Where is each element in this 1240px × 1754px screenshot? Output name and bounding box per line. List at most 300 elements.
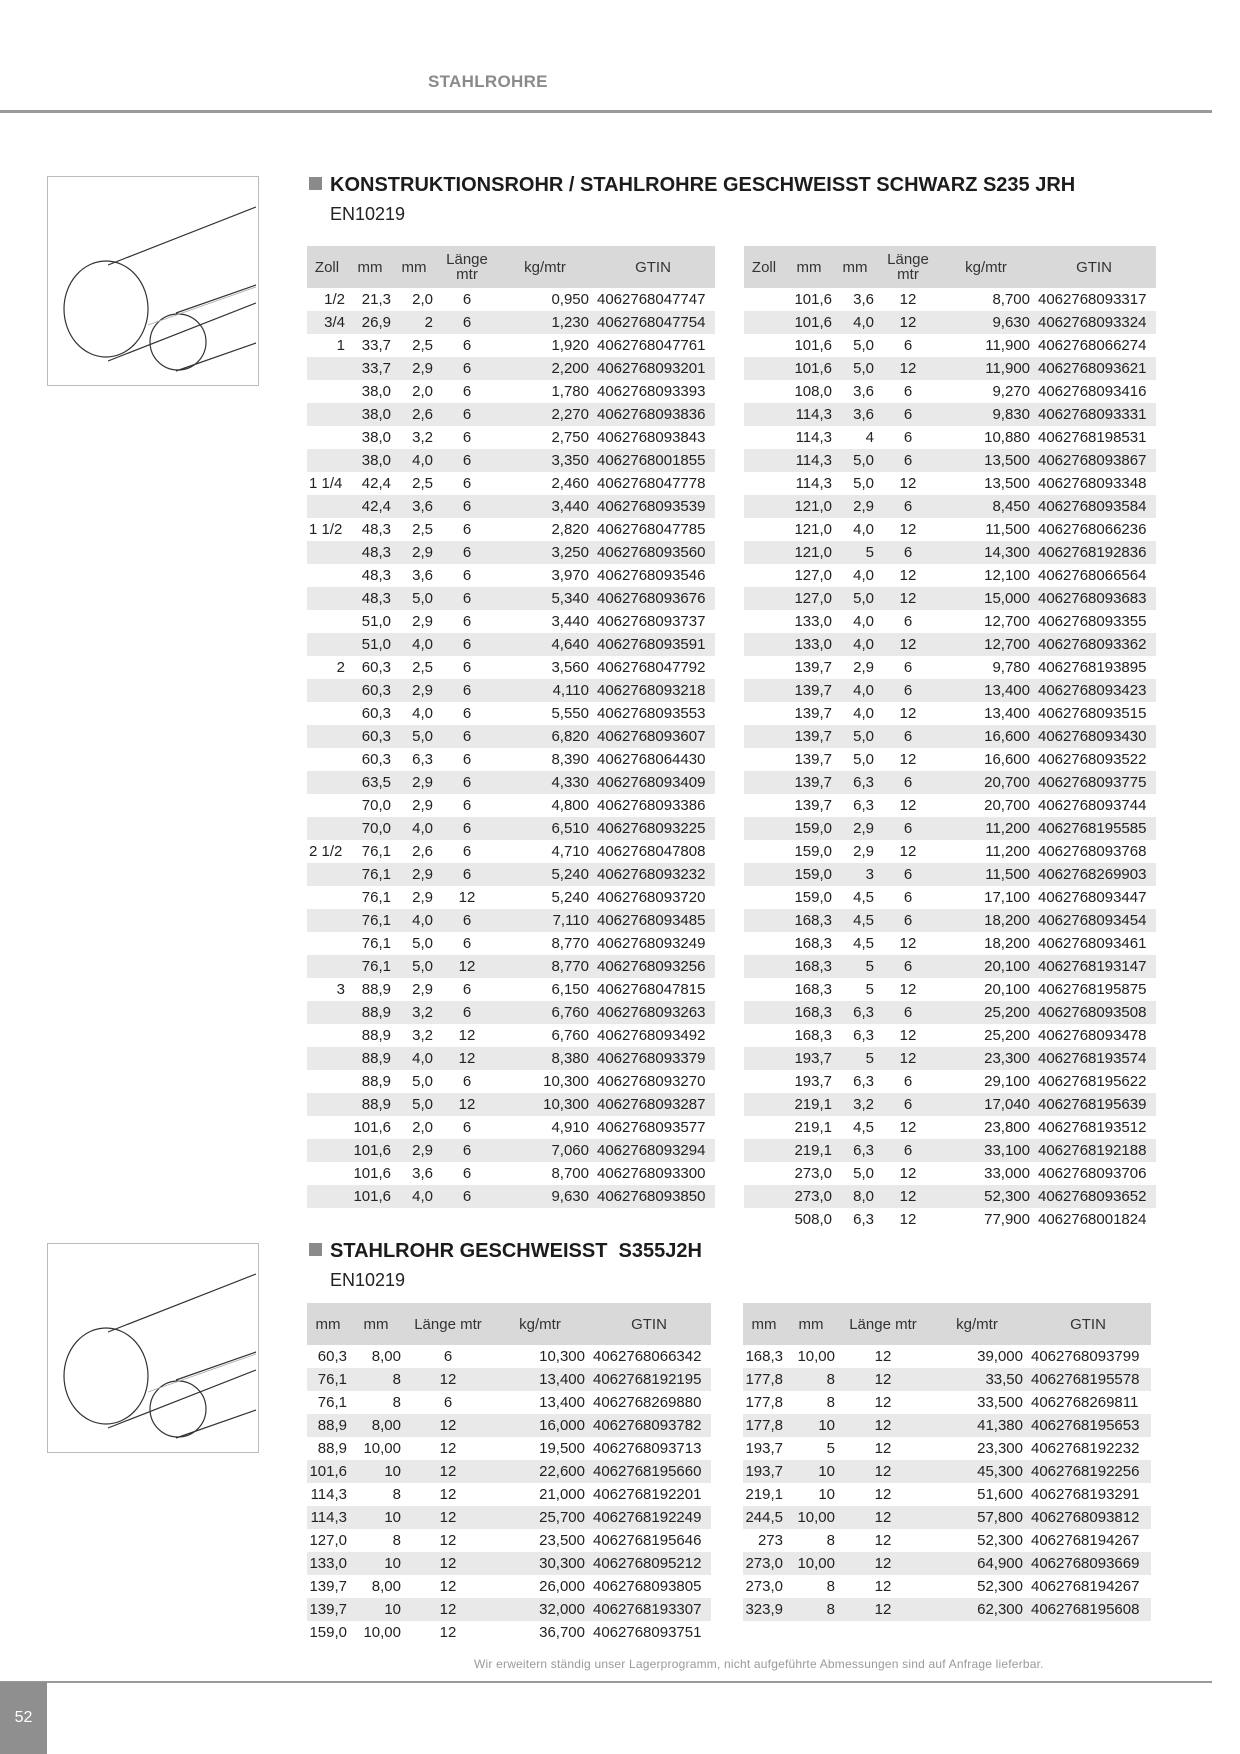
table-cell: 4062768093423 [1032, 679, 1156, 702]
table-cell: 6 [462, 935, 472, 952]
table-cell: 4062768193895 [1038, 659, 1147, 676]
table-cell: 88,9 [361, 981, 391, 998]
table-cell: 48,3 [361, 521, 391, 538]
table-row [743, 1483, 1151, 1506]
table-cell: 4,0 [853, 705, 874, 722]
section-2-table-left [307, 1303, 711, 1644]
table-cell: 4062768093720 [597, 889, 706, 906]
table-cell: 6 [903, 383, 913, 400]
table-cell: 8 [392, 1394, 401, 1411]
table-cell: 101,6 [794, 337, 832, 354]
table-cell: 6 [876, 725, 940, 748]
table-cell: 6 [462, 291, 472, 308]
table-cell: 12 [439, 1532, 457, 1549]
table-cell: 10,880 [984, 429, 1030, 446]
section-2-standard: EN10219 [330, 1270, 406, 1290]
table-cell [307, 449, 347, 472]
table-cell: 12 [837, 1460, 929, 1483]
table-cell: 4062768192256 [1025, 1460, 1151, 1483]
table-row [307, 679, 715, 702]
table-row [307, 472, 715, 495]
table-cell: 219,1 [784, 1093, 834, 1116]
table-cell [744, 679, 784, 702]
table-cell: 4,110 [499, 679, 591, 702]
table-cell: 139,7 [794, 751, 832, 768]
table-cell [744, 380, 784, 403]
table-cell: 6 [876, 771, 940, 794]
table-cell: 5,0 [412, 935, 433, 952]
table-cell: 168,3 [794, 1027, 832, 1044]
table-cell [307, 748, 347, 771]
table-cell: 6,3 [834, 1001, 876, 1024]
table-row [307, 403, 715, 426]
table-cell: 3 [336, 981, 345, 998]
table-row [307, 1460, 711, 1483]
table-cell: 12 [439, 1624, 457, 1641]
table-row [307, 1162, 715, 1185]
table-row [744, 1093, 1156, 1116]
table-cell: 4062768093232 [591, 863, 715, 886]
table-cell: 5,0 [393, 725, 435, 748]
table-row [307, 1070, 715, 1093]
table-cell: 4062768093300 [597, 1165, 706, 1182]
table-cell: 10,00 [363, 1440, 401, 1457]
table-cell: 6 [876, 449, 940, 472]
table-cell: 4062768093218 [591, 679, 715, 702]
table-cell: 4062768093867 [1032, 449, 1156, 472]
table-row [744, 771, 1156, 794]
table-cell: 2,9 [853, 843, 874, 860]
table-row [307, 541, 715, 564]
table-cell: 62,300 [929, 1598, 1025, 1621]
table-cell: 4062768066274 [1038, 337, 1147, 354]
table-cell: 4062768047761 [597, 337, 706, 354]
table-cell: 5,0 [834, 587, 876, 610]
header-divider [0, 110, 1212, 113]
table-cell: 4062768093379 [591, 1047, 715, 1070]
table-cell: 1/2 [324, 291, 345, 308]
table-cell: 4062768093492 [597, 1027, 706, 1044]
table-cell: 13,400 [539, 1394, 585, 1411]
table-cell: 4062768093416 [1038, 383, 1147, 400]
table-cell: 52,300 [977, 1578, 1023, 1595]
table-cell: 4062768093768 [1038, 843, 1147, 860]
table-cell: 6 [462, 521, 472, 538]
table-cell [744, 1001, 784, 1024]
table-cell: 5,0 [853, 337, 874, 354]
table-cell: 8 [392, 1486, 401, 1503]
section-2-title: STAHLROHR GESCHWEISST S355J2H [309, 1240, 702, 1263]
table-cell: 12 [899, 1211, 917, 1228]
table-cell: 4062768066564 [1038, 567, 1147, 584]
table-cell: 77,900 [984, 1211, 1030, 1228]
table-cell: 4062768093591 [591, 633, 715, 656]
table-cell: 6 [435, 403, 499, 426]
table-row [744, 564, 1156, 587]
table-row [744, 357, 1156, 380]
table-cell [744, 334, 784, 357]
table-cell: 4062768047747 [597, 291, 706, 308]
table-cell: 5,0 [412, 1073, 433, 1090]
table-cell: 3,2 [412, 429, 433, 446]
table-cell [307, 633, 347, 656]
table-cell: 12 [837, 1552, 929, 1575]
table-cell: 6 [903, 659, 913, 676]
table-cell [307, 1047, 347, 1070]
table-cell: 4062768198531 [1038, 429, 1147, 446]
table-cell: 12,100 [984, 567, 1030, 584]
table-cell: 4062768093317 [1038, 291, 1147, 308]
table-cell: 8 [349, 1368, 403, 1391]
table-cell: 4062768093225 [591, 817, 715, 840]
table-cell: 88,9 [347, 1093, 393, 1116]
table-cell: 5 [834, 541, 876, 564]
table-cell: 6 [435, 679, 499, 702]
table-row [744, 1070, 1156, 1093]
table-cell: 6 [876, 1139, 940, 1162]
table-row [743, 1506, 1151, 1529]
table-cell: 159,0 [784, 817, 834, 840]
table-row [744, 426, 1156, 449]
table-cell: 1 [336, 337, 345, 354]
table-cell: 76,1 [347, 863, 393, 886]
table-cell: 193,7 [745, 1440, 783, 1457]
table-cell [744, 357, 784, 380]
table-row [307, 1483, 711, 1506]
table-cell [307, 610, 347, 633]
table-cell: 4062768093577 [597, 1119, 706, 1136]
table-cell: 159,0 [794, 843, 832, 860]
column-header: Länge mtr [435, 246, 499, 288]
table-cell: 1,780 [551, 383, 589, 400]
table-cell: 42,4 [347, 495, 393, 518]
table-cell: 4062768195660 [587, 1460, 711, 1483]
section-marker-icon [309, 177, 322, 190]
table-cell: 4062768093850 [591, 1185, 715, 1208]
table-cell: 6 [435, 495, 499, 518]
table-cell: 6,3 [412, 751, 433, 768]
table-cell: 4062768093782 [587, 1414, 711, 1437]
table-cell: 60,3 [361, 659, 391, 676]
table-cell: 139,7 [307, 1598, 349, 1621]
table-cell: 4062768269903 [1032, 863, 1156, 886]
table-cell: 45,300 [929, 1460, 1025, 1483]
table-row [307, 357, 715, 380]
table-cell: 4062768093812 [1025, 1506, 1151, 1529]
table-cell: 8 [785, 1598, 837, 1621]
table-cell: 88,9 [347, 1047, 393, 1070]
table-cell: 38,0 [347, 403, 393, 426]
table-cell: 139,7 [784, 771, 834, 794]
table-cell: 12 [899, 567, 917, 584]
table-cell: 4062768192201 [593, 1486, 702, 1503]
table-cell: 6 [903, 1073, 913, 1090]
table-cell [744, 610, 784, 633]
table-cell: 12 [899, 291, 917, 308]
table-cell: 8,00 [371, 1578, 401, 1595]
table-cell: 8,770 [499, 955, 591, 978]
table-cell: 5,0 [393, 587, 435, 610]
table-cell: 6,3 [834, 771, 876, 794]
footer-divider [0, 1681, 1212, 1683]
table-cell: 12 [899, 521, 917, 538]
table-row [307, 633, 715, 656]
table-cell: 4,710 [551, 843, 589, 860]
table-cell: 6 [435, 1001, 499, 1024]
table-row [744, 1024, 1156, 1047]
table-cell: 33,7 [347, 357, 393, 380]
table-row [307, 840, 715, 863]
table-cell: 88,9 [361, 1073, 391, 1090]
table-cell: 2,200 [499, 357, 591, 380]
table-cell: 76,1 [361, 889, 391, 906]
table-cell: 4,0 [393, 909, 435, 932]
table-cell: 4062768093348 [1038, 475, 1147, 492]
table-row [307, 1368, 711, 1391]
table-cell: 6 [462, 337, 472, 354]
table-cell: 7,110 [499, 909, 591, 932]
table-cell: 33,50 [929, 1368, 1025, 1391]
table-cell: 10,300 [499, 1093, 591, 1116]
table-cell: 51,0 [347, 633, 393, 656]
table-cell: 6 [462, 429, 472, 446]
table-cell: 4062768192836 [1032, 541, 1156, 564]
section-1-table-left [307, 246, 715, 1208]
table-cell: 21,000 [539, 1486, 585, 1503]
table-row [744, 288, 1156, 311]
table-cell: 30,300 [493, 1552, 587, 1575]
table-cell: 26,9 [347, 311, 393, 334]
table-cell: 4,0 [393, 1185, 435, 1208]
pipe-drawing-icon [48, 1244, 258, 1452]
table-cell: 6 [435, 909, 499, 932]
table-cell: 5,240 [499, 863, 591, 886]
table-cell: 33,100 [940, 1139, 1032, 1162]
table-cell: 4062768093201 [591, 357, 715, 380]
table-cell [307, 817, 347, 840]
table-cell: 193,7 [794, 1073, 832, 1090]
table-cell: 25,200 [984, 1027, 1030, 1044]
column-header: kg/mtr [929, 1303, 1025, 1345]
table-cell: 4062768093652 [1032, 1185, 1156, 1208]
table-row [744, 840, 1156, 863]
table-cell [744, 311, 784, 334]
table-cell: 177,8 [743, 1414, 785, 1437]
table-cell: 4062768047785 [597, 521, 706, 538]
table-cell [744, 1070, 784, 1093]
table-row [307, 725, 715, 748]
table-cell: 4062768095212 [587, 1552, 711, 1575]
table-cell: 48,3 [361, 567, 391, 584]
table-cell [307, 909, 347, 932]
table-header-row [307, 1303, 711, 1345]
table-cell: 0,950 [551, 291, 589, 308]
table-row [307, 1139, 715, 1162]
table-cell [744, 426, 784, 449]
column-header: kg/mtr [493, 1303, 587, 1345]
table-cell: 12 [837, 1598, 929, 1621]
table-cell: 168,3 [784, 1001, 834, 1024]
table-cell: 76,1 [361, 843, 391, 860]
table-cell: 2,9 [412, 797, 433, 814]
table-cell [307, 1162, 347, 1185]
table-cell: 4,0 [393, 449, 435, 472]
section-1-standard: EN10219 [330, 204, 406, 224]
table-cell: 6 [435, 449, 499, 472]
table-cell: 12 [403, 1552, 493, 1575]
table-row [307, 495, 715, 518]
column-header: kg/mtr [940, 246, 1032, 288]
table-cell: 10 [349, 1460, 403, 1483]
table-cell: 4062768093546 [597, 567, 706, 584]
table-cell: 4062768093676 [591, 587, 715, 610]
table-cell: 133,0 [784, 633, 834, 656]
column-header: Zoll [307, 246, 347, 288]
table-cell: 114,3 [310, 1486, 347, 1503]
table-cell: 70,0 [361, 797, 391, 814]
table-cell [307, 771, 347, 794]
table-cell: 4062768093737 [597, 613, 706, 630]
table-cell: 4,0 [834, 633, 876, 656]
table-row [743, 1437, 1151, 1460]
table-cell: 33,7 [361, 337, 391, 354]
table-cell: 5 [834, 955, 876, 978]
table-row [307, 1116, 715, 1139]
table-row [307, 771, 715, 794]
table-cell: 6 [435, 541, 499, 564]
table-cell: 4062768192188 [1032, 1139, 1156, 1162]
table-cell: 4062768093393 [597, 383, 706, 400]
table-cell: 133,0 [794, 613, 832, 630]
table-cell: 88,9 [307, 1414, 349, 1437]
table-cell: 4062768047754 [591, 311, 715, 334]
table-cell: 41,380 [929, 1414, 1025, 1437]
table-cell [744, 702, 784, 725]
table-cell: 76,1 [361, 935, 391, 952]
table-cell: 101,6 [307, 1460, 349, 1483]
table-cell: 139,7 [784, 679, 834, 702]
table-cell: 12 [874, 1486, 892, 1503]
table-row [307, 1185, 715, 1208]
table-cell: 127,0 [309, 1532, 347, 1549]
table-cell: 4062768093454 [1032, 909, 1156, 932]
table-cell: 3,440 [499, 495, 591, 518]
table-row [744, 725, 1156, 748]
table-cell: 60,3 [347, 679, 393, 702]
table-row [307, 932, 715, 955]
table-cell: 4,910 [551, 1119, 589, 1136]
table-cell: 5 [865, 981, 874, 998]
table-cell: 10,00 [797, 1348, 835, 1365]
table-row [744, 1116, 1156, 1139]
table-row [744, 1185, 1156, 1208]
table-cell: 13,400 [940, 679, 1032, 702]
column-header: mm [347, 246, 393, 288]
table-header-row [744, 246, 1156, 288]
table-cell: 20,700 [984, 797, 1030, 814]
table-cell: 2,9 [393, 679, 435, 702]
table-cell: 6,3 [853, 797, 874, 814]
table-cell: 2,9 [393, 771, 435, 794]
table-cell: 6 [876, 909, 940, 932]
table-cell [307, 863, 347, 886]
table-cell: 10 [785, 1414, 837, 1437]
table-cell: 4062768195653 [1025, 1414, 1151, 1437]
table-cell: 33,000 [984, 1165, 1030, 1182]
table-cell: 12 [899, 981, 917, 998]
table-cell: 6 [462, 659, 472, 676]
table-cell: 9,780 [992, 659, 1030, 676]
table-cell: 4,0 [393, 633, 435, 656]
table-cell: 4062768195585 [1032, 817, 1156, 840]
table-cell: 3,350 [499, 449, 591, 472]
table-cell [307, 495, 347, 518]
table-cell: 1 1/4 [309, 475, 343, 492]
table-cell: 12 [837, 1414, 929, 1437]
table-cell: 3,2 [834, 1093, 876, 1116]
table-cell: 12 [899, 935, 917, 952]
table-cell: 4062768195875 [1038, 981, 1147, 998]
table-cell: 127,0 [794, 567, 832, 584]
table-row [307, 886, 715, 909]
table-cell [307, 725, 347, 748]
table-cell: 4062768093669 [1025, 1552, 1151, 1575]
table-cell: 101,6 [794, 291, 832, 308]
table-cell: 11,200 [985, 843, 1030, 860]
table-cell: 2,9 [834, 817, 876, 840]
table-cell: 3 [834, 863, 876, 886]
table-cell: 6 [462, 751, 472, 768]
table-row [744, 334, 1156, 357]
table-cell: 4062768269880 [593, 1394, 702, 1411]
table-cell: 6 [435, 725, 499, 748]
table-cell [307, 794, 347, 817]
table-row [744, 633, 1156, 656]
table-row [744, 587, 1156, 610]
table-cell: 5,0 [393, 955, 435, 978]
table-cell: 177,8 [743, 1368, 785, 1391]
table-row [307, 449, 715, 472]
table-cell: 6 [462, 1165, 472, 1182]
table-cell: 2,820 [551, 521, 589, 538]
table-cell: 12,700 [984, 613, 1030, 630]
table-cell: 2,9 [853, 659, 874, 676]
table-cell: 3,2 [393, 1001, 435, 1024]
table-row [307, 817, 715, 840]
table-cell: 76,1 [347, 955, 393, 978]
table-cell: 159,0 [309, 1624, 347, 1641]
table-row [307, 1391, 711, 1414]
table-row [307, 334, 715, 357]
table-row [307, 426, 715, 449]
table-cell: 9,830 [940, 403, 1032, 426]
table-row [307, 1506, 711, 1529]
table-row [744, 748, 1156, 771]
table-cell: 12 [439, 1578, 457, 1595]
table-row [744, 702, 1156, 725]
table-cell: 23,500 [539, 1532, 585, 1549]
table-cell: 114,3 [784, 449, 834, 472]
table-cell: 4,330 [499, 771, 591, 794]
table-cell: 6 [462, 613, 472, 630]
table-cell: 6,150 [551, 981, 589, 998]
table-cell: 168,3 [794, 935, 832, 952]
table-cell: 48,3 [347, 541, 393, 564]
table-cell: 4062768047815 [597, 981, 706, 998]
table-cell: 5,240 [551, 889, 589, 906]
table-cell [744, 541, 784, 564]
column-header: Länge mtr [837, 1303, 929, 1345]
